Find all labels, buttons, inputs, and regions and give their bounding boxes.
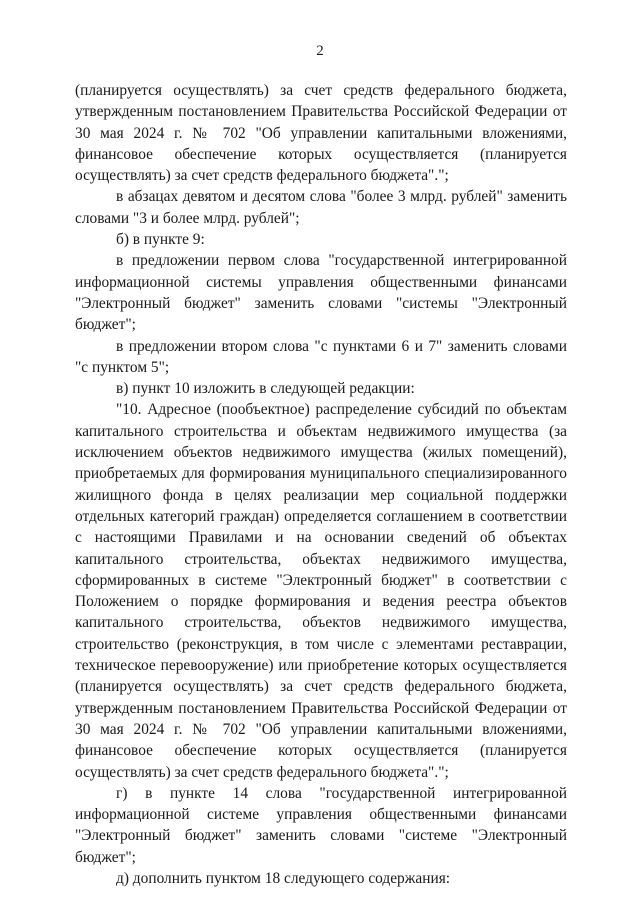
page-number: 2 (316, 43, 324, 59)
paragraph-continuation: (планируется осуществлять) за счет средств федерального бюджета, утвержденным постановлением Правительства Российской Федерации от 30 мая 2024 г. № 702 "Об управлении капитальными вложениями, финансовое обеспечение которых осуществляется (планируется осуществлять) за счет средств федерального бюджета"."; (75, 82, 567, 185)
paragraph-item-d: д) дополнить пунктом 18 следующего содержания: (116, 869, 451, 887)
paragraph-item-g: г) в пункте 14 слова "государственной интегрированной информационной системе управления общественными финансами "Электронный бюджет" заменить словами "системе "Электронный бюджет"; (75, 784, 567, 866)
paragraph-amendment-thresholds: в абзацах девятом и десятом слова "более 3 млрд. рублей" заменить словами "3 и более млрд. рублей"; (75, 188, 567, 227)
paragraph-item-b: б) в пункте 9: (116, 231, 205, 249)
document-body (75, 80, 567, 889)
paragraph-item-v: в) пункт 10 изложить в следующей редакции: (116, 380, 415, 398)
paragraph-point-10: "10. Адресное (пообъектное) распределение субсидий по объектам капитального строительства и объектам недвижимого имущества (за исключением объектов недвижимого имущества (жилых помещений), приобретаемых для формирования муниципального специализированного жилищного фонда в целях реализации мер социальной поддержки отдельных категорий граждан) определяется соглашением в соответствии с настоящими Правилами и на основании сведений об объектах капитального строительства, объектах недвижимого имущества, сформированных в системе "Электронный бюджет" в соответствии с Положением о порядке формирования и ведения реестра объектов капитального строительства, объектов недвижимого имущества, строительство (реконструкция, в том числе с элементами реставрации, техническое перевооружение) или приобретение которых осуществляется (планируется осуществлять) за счет средств федерального бюджета, утвержденным постановлением Правительства Российской Федерации от 30 мая 2024 г. № 702 "Об управлении капитальными вложениями, финансовое обеспечение которых осуществляется (планируется осуществлять) за счет средств федерального бюджета"."; (75, 401, 567, 781)
paragraph-second-sentence: в предложении втором слова "с пунктами 6 и 7" заменить словами "с пунктом 5"; (75, 337, 567, 376)
paragraph-first-sentence: в предложении первом слова "государственной интегрированной информационной системы управления общественными финансами "Электронный бюджет" заменить словами "системы "Электронный бюджет"; (75, 252, 567, 334)
